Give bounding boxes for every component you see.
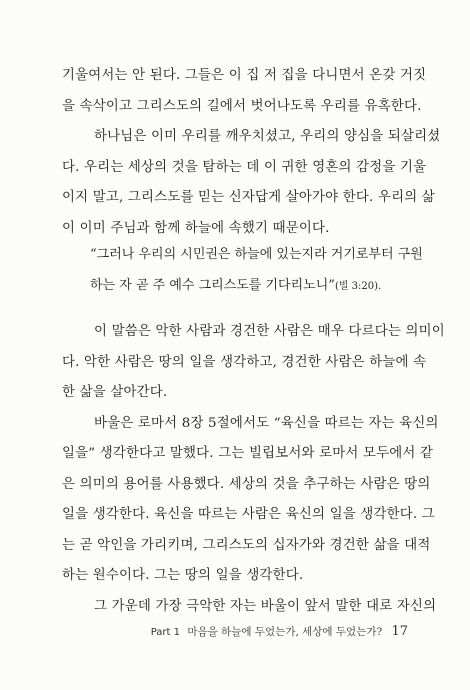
quote-citation: (빌 3:20). — [334, 281, 382, 292]
text-line: 는 곧 악인을 가리키며, 그리스도의 십자가와 경건한 삶을 대적 — [62, 537, 431, 553]
text-line: 을 속삭이고 그리스도의 길에서 벗어나도록 우리를 유혹한다. — [62, 98, 422, 114]
text-line: 하는 원수이다. 그는 땅의 일을 생각한다. — [62, 568, 304, 583]
text-line: 바울은 로마서 8장 5절에서도 “육신을 따르는 자는 육신의 — [94, 415, 439, 431]
text-line: 은 의미의 용어를 사용했다. 세상의 것을 추구하는 사람은 땅의 — [62, 476, 431, 492]
text-line: 일을” 생각한다고 말했다. 그는 빌립보서와 로마서 모두에서 같 — [62, 446, 434, 461]
running-footer — [151, 624, 408, 639]
text-line: 다. 우리는 세상의 것을 탐하는 데 이 귀한 영혼의 감정을 기울 — [62, 159, 427, 175]
text-line: 이 말씀은 악한 사람과 경건한 사람은 매우 다르다는 의미이 — [94, 324, 445, 339]
footer-chapter-title: 마음을 하늘에 두었는가, 세상에 두었는가? — [187, 626, 383, 638]
scripture-quote — [90, 239, 423, 301]
text-line: 일을 생각한다. 육신을 따르는 사람은 육신의 일을 생각한다. 그 — [62, 507, 435, 522]
quote-line: “그러나 우리의 시민권은 하늘에 있는지라 거기로부터 구원 — [90, 247, 423, 262]
text-line: 다. 악한 사람은 땅의 일을 생각하고, 경건한 사람은 하늘에 속 — [62, 354, 427, 370]
text-line: 이지 말고, 그리스도를 믿는 신자답게 살아가야 한다. 우리의 삶 — [62, 190, 435, 205]
text-line: 한 삶을 살아간다. — [62, 385, 168, 400]
quote-line — [90, 270, 380, 301]
body-text-bottom — [62, 317, 445, 622]
text-line: 그 가운데 가장 극악한 자는 바울이 앞서 말한 대로 자신의 — [94, 598, 437, 614]
text-line: 하나님은 이미 우리를 깨우치셨고, 우리의 양심을 되살리셨 — [94, 129, 441, 144]
body-text-top — [62, 61, 441, 244]
text-line: 기울여서는 안 된다. 그들은 이 집 저 집을 다니면서 온갖 거짓 — [62, 68, 427, 83]
quote-text: 하는 자 곧 주 예수 그리스도를 기다리노니” — [90, 278, 335, 293]
footer-part-label: Part 1 — [150, 627, 181, 638]
text-line: 이 이미 주님과 함께 하늘에 속했기 때문이다. — [62, 220, 330, 236]
page-number: 17 — [391, 624, 408, 639]
